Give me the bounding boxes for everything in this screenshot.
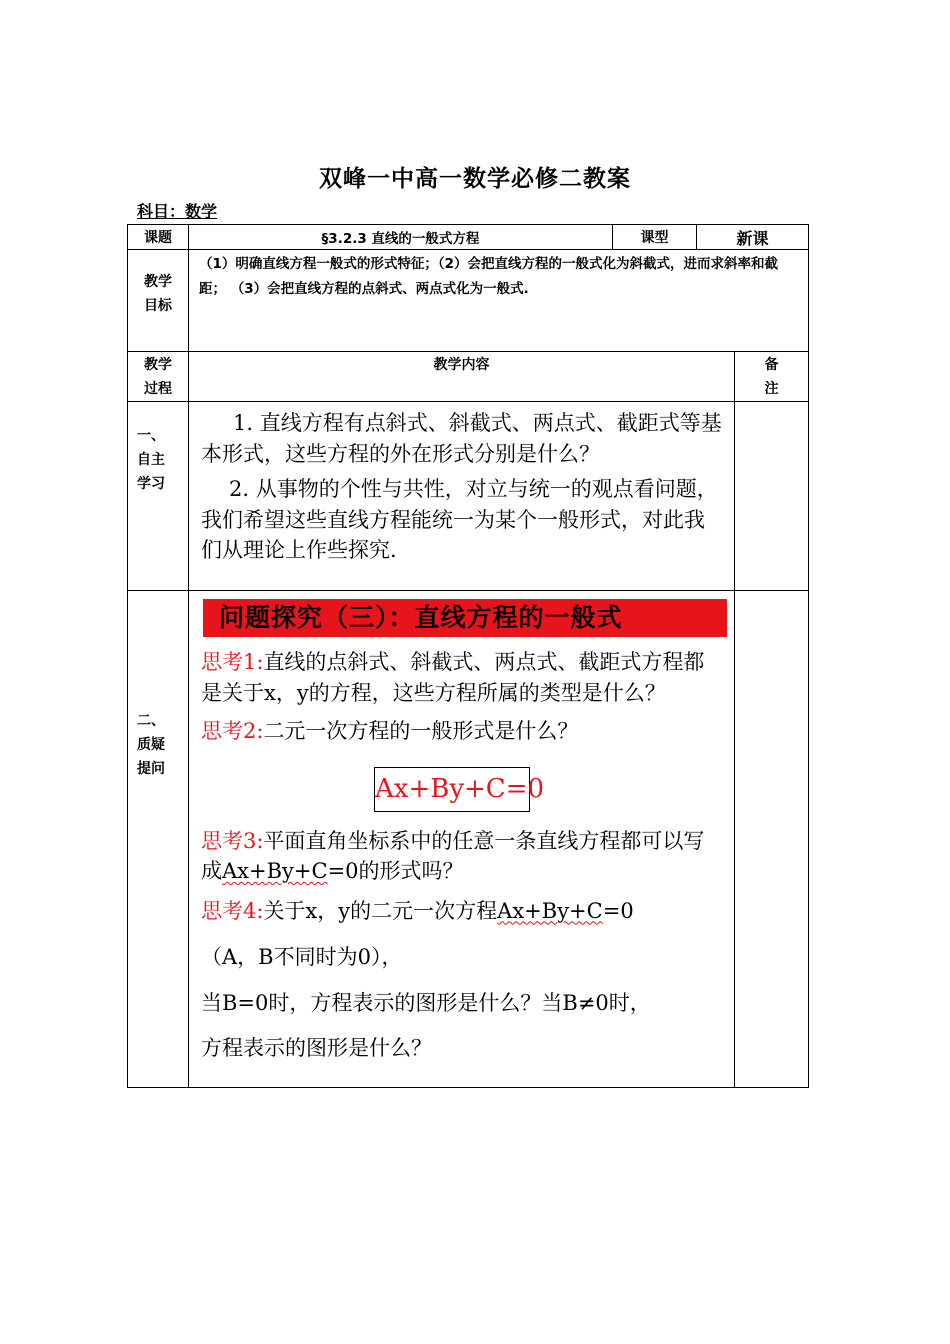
section1-content: [189, 402, 735, 591]
topic-row: [128, 225, 809, 250]
think-4-line-b: 当B=0时，方程表示的图形是什么？当B≠0时，: [201, 990, 651, 1015]
think-4-text: 关于x，y的二元一次方程: [263, 898, 498, 923]
goals-row: [128, 250, 809, 352]
think-1: [189, 647, 734, 708]
think-2-text: 二元一次方程的一般形式是什么？: [263, 719, 579, 743]
section1-notes: [735, 402, 809, 591]
section2-row: [128, 591, 809, 1088]
process-label-line1: 教学: [144, 357, 172, 373]
subject-label: 科目：数学: [137, 202, 218, 221]
study-question-1: 1. 直线方程有点斜式、斜截式、两点式、截距式等基本形式，这些方程的外在形式分别是什么？: [201, 411, 722, 466]
inquiry-banner: 问题探究（三）：直线方程的一般式: [203, 599, 727, 637]
process-label-line2: 过程: [144, 381, 172, 397]
think-4: [189, 896, 734, 927]
lesson-plan-table: [127, 224, 809, 1088]
think-1-label: 思考1:: [201, 650, 264, 674]
goals-label-line2: 目标: [144, 298, 172, 314]
general-form-formula: Ax+By+C=0: [374, 767, 530, 812]
type-value: 新课: [697, 225, 809, 250]
think-3: [189, 826, 734, 887]
think-4-label: 思考4:: [201, 898, 264, 923]
notes-label-line1: 备: [764, 357, 779, 373]
goals-label: [128, 250, 189, 352]
goals-label-line1: 教学: [144, 274, 172, 290]
think-3-text-b: =0的形式吗？: [327, 859, 464, 883]
content-label: 教学内容: [189, 352, 735, 402]
notes-label-line2: 注: [764, 381, 779, 397]
think-4-line-a: （A，B不同时为0），: [201, 945, 403, 969]
think-4-formula: Ax+By+C: [497, 898, 603, 923]
topic-value: §3.2.3 直线的一般式方程: [189, 225, 613, 250]
section1-label: [128, 402, 189, 591]
think-3-label: 思考3:: [201, 828, 264, 853]
section2-notes: [735, 591, 809, 1088]
think-2-label: 思考2:: [201, 719, 264, 743]
think-2: [189, 716, 734, 747]
section2-label: [128, 591, 189, 1088]
section1-row: [128, 402, 809, 591]
think-4-tail: =0: [602, 898, 634, 923]
think-3-text-a: 平面直角坐标系中的任意一条直线方程都可以写成: [201, 828, 705, 883]
section2-content: [189, 591, 735, 1088]
goals-text: （1）明确直线方程一般式的形式特征；（2）会把直线方程的一般式化为斜截式，进而求斜率和截距； （3）会把直线方程的点斜式、两点式化为一般式.: [189, 250, 809, 352]
think-3-formula: Ax+By+C: [222, 859, 328, 883]
think-1-text: 直线的点斜式、斜截式、两点式、截距式方程都是关于x，y的方程，这些方程所属的类型是什么？: [201, 650, 705, 705]
study-question-2: 2. 从事物的个性与共性，对立与统一的观点看问题，我们希望这些直线方程能统一为某个一般形式，对此我们从理论上作些探究.: [201, 477, 718, 562]
topic-label: 课题: [128, 225, 189, 250]
section1-label-line1: 一、: [137, 428, 165, 444]
notes-label: [735, 352, 809, 402]
process-label: [128, 352, 189, 402]
think-4-line-c: 方程表示的图形是什么？: [201, 1036, 432, 1060]
section1-label-line3: 学习: [137, 476, 165, 492]
section2-label-line2: 质疑: [137, 737, 165, 753]
section2-label-line1: 二、: [137, 713, 165, 729]
type-label: 课型: [613, 225, 697, 250]
section1-label-line2: 自主: [137, 452, 165, 468]
section2-label-line3: 提问: [137, 761, 165, 777]
page-title: 双峰一中高一数学必修二教案: [319, 166, 631, 192]
process-header-row: [128, 352, 809, 402]
